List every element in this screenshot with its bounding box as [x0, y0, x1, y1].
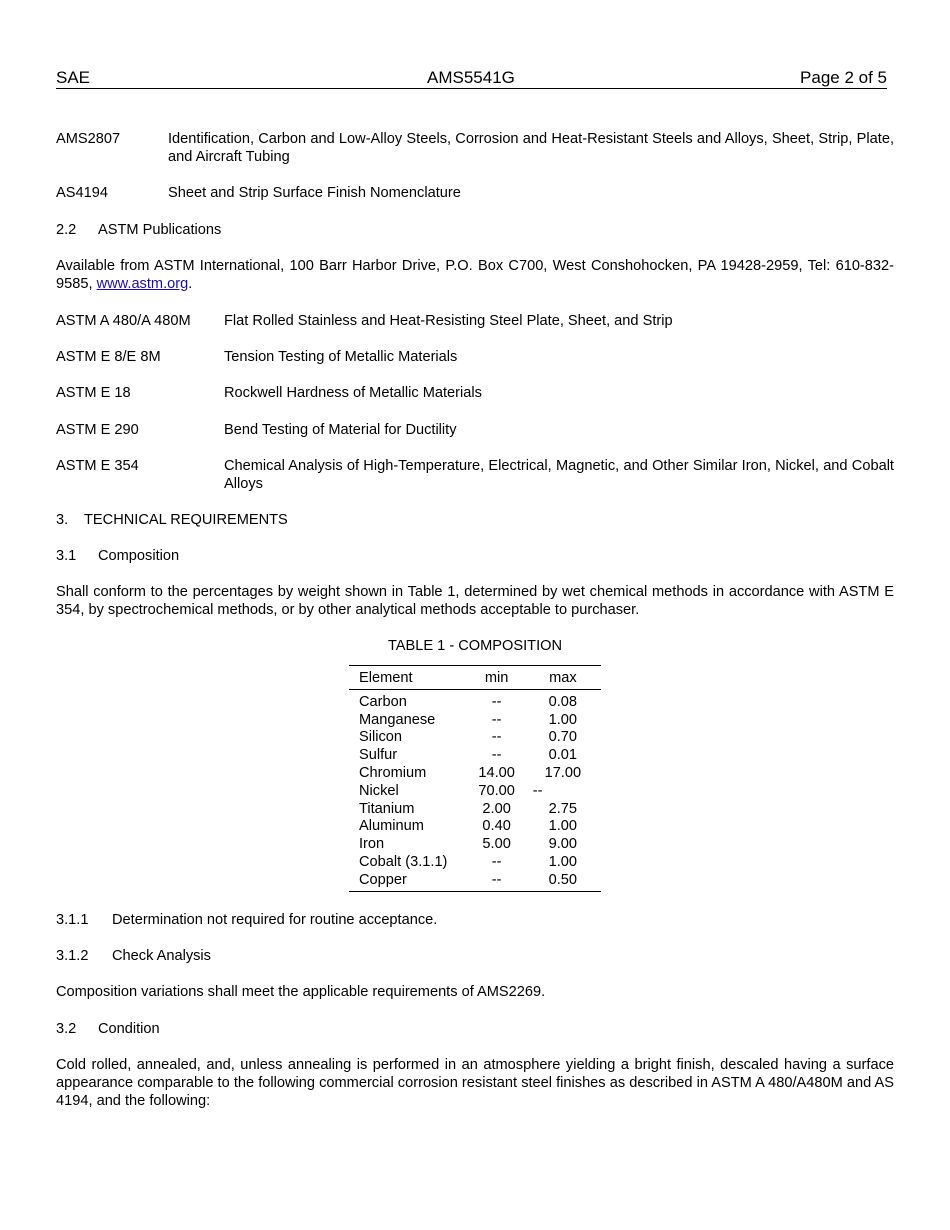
section-heading-3	[56, 511, 894, 529]
cell-max: 0.08	[548, 693, 578, 710]
cell-element: Manganese	[359, 711, 436, 728]
cell-min: --	[469, 872, 525, 891]
section-heading-3-1-1	[56, 911, 894, 929]
section-heading-2-2	[56, 221, 894, 239]
cell-min: --	[491, 729, 502, 746]
reference-code: AMS2807	[56, 131, 121, 147]
reference-description: Chemical Analysis of High-Temperature, Electrical, Magnetic, and Other Similar Iron, Nickel, and Cobalt Alloys	[224, 458, 894, 492]
page-header	[56, 68, 887, 89]
astm-website-link[interactable]: www.astm.org	[96, 276, 189, 292]
table-title: TABLE 1 - COMPOSITION	[387, 638, 563, 654]
cell-max: 2.75	[548, 800, 578, 817]
reference-astm-e8	[56, 348, 894, 366]
cell-element: Titanium	[359, 800, 415, 817]
table-row	[349, 836, 601, 854]
cell-max: 0.01	[548, 747, 578, 764]
table-row	[349, 854, 601, 872]
cell-min: 14.00	[478, 764, 515, 781]
reference-as4194	[56, 184, 894, 202]
section-title: Check Analysis	[112, 947, 211, 964]
cell-min: --	[491, 853, 502, 870]
section-title: Condition	[98, 1020, 160, 1037]
cell-element: Silicon	[359, 729, 402, 746]
cell-min: --	[491, 747, 502, 764]
reference-description: Bend Testing of Material for Ductility	[224, 422, 457, 438]
header-spec-number: AMS5541G	[427, 68, 515, 87]
table-row	[349, 801, 601, 819]
cell-max: 1.00	[548, 853, 578, 870]
cell-element: Cobalt (3.1.1)	[359, 853, 448, 870]
header-org: SAE	[56, 68, 91, 87]
section-number: 3.1.1	[56, 911, 89, 928]
reference-code: ASTM A 480/A 480M	[56, 313, 191, 329]
cell-element: Sulfur	[359, 747, 398, 764]
section-heading-3-1-2	[56, 947, 894, 965]
section-title: ASTM Publications	[98, 222, 222, 238]
reference-code: ASTM E 354	[56, 458, 139, 474]
table-header-row	[349, 666, 601, 690]
cell-min: --	[491, 693, 502, 710]
cell-min: 70.00	[478, 782, 515, 799]
section-number: 3.1.2	[56, 947, 89, 964]
header-page-number: Page 2 of 5	[800, 68, 887, 87]
cell-max: --	[532, 782, 543, 799]
cell-min: 5.00	[482, 836, 511, 853]
astm-availability-paragraph	[56, 257, 894, 293]
reference-description: Flat Rolled Stainless and Heat-Resisting Steel Plate, Sheet, and Strip	[224, 313, 673, 329]
reference-code: ASTM E 8/E 8M	[56, 349, 161, 365]
reference-description: Sheet and Strip Surface Finish Nomenclature	[168, 185, 461, 201]
section-number: 3.1	[56, 548, 77, 564]
section-number: 3.2	[56, 1020, 77, 1037]
section-heading-3-2	[56, 1020, 894, 1038]
table-row	[349, 689, 601, 711]
table-row	[349, 783, 601, 801]
reference-astm-e290	[56, 421, 894, 439]
cell-max: 1.00	[548, 711, 578, 728]
cell-element: Chromium	[359, 764, 427, 781]
section-number: 2.2	[56, 222, 77, 238]
section-heading-3-1	[56, 547, 894, 565]
composition-table	[349, 665, 601, 892]
section-number: 3.	[56, 512, 69, 528]
table-row	[349, 729, 601, 747]
column-header-max: max	[525, 666, 601, 690]
condition-paragraph: Cold rolled, annealed, and, unless annealing is performed in an atmosphere yielding a bright finish, descaled having a surface appearance comparable to the following commercial corrosion resistant steel finishes as described in ASTM A 480/A480M and AS 4194, and the following:	[56, 1056, 894, 1109]
cell-element: Aluminum	[359, 818, 424, 835]
cell-max: 17.00	[544, 764, 582, 781]
column-header-min: min	[469, 666, 525, 690]
reference-astm-e18	[56, 384, 894, 402]
column-header-element: Element	[349, 666, 469, 690]
composition-paragraph: Shall conform to the percentages by weight shown in Table 1, determined by wet chemical methods in accordance with ASTM E 354, by spectrochemical methods, or by other analytical methods acceptable to purchaser.	[56, 584, 894, 618]
table-row	[349, 712, 601, 730]
cell-min: 2.00	[482, 800, 511, 817]
cell-element: Iron	[359, 836, 385, 853]
availability-period: .	[188, 276, 193, 292]
document-page	[56, 68, 894, 1110]
check-analysis-paragraph: Composition variations shall meet the applicable requirements of AMS2269.	[56, 983, 546, 1000]
reference-astm-a480	[56, 312, 894, 330]
cell-element: Carbon	[359, 693, 407, 710]
table-row	[349, 872, 601, 891]
reference-code: ASTM E 18	[56, 385, 131, 401]
cell-element: Copper	[349, 872, 469, 891]
table-row	[349, 818, 601, 836]
reference-ams2807	[56, 130, 894, 166]
reference-description: Rockwell Hardness of Metallic Materials	[224, 385, 482, 401]
cell-min: 0.40	[482, 818, 511, 835]
table-row	[349, 765, 601, 783]
cell-max: 0.50	[525, 872, 601, 891]
cell-max: 0.70	[548, 729, 578, 746]
cell-max: 9.00	[548, 836, 578, 853]
reference-astm-e354	[56, 457, 894, 493]
availability-text: Available from ASTM International, 100 Barr Harbor Drive, P.O. Box C700, West Conshohocken, PA 19428-2959, Tel: 610-832-9585,	[56, 258, 894, 292]
reference-code: AS4194	[56, 185, 108, 201]
reference-code: ASTM E 290	[56, 422, 139, 438]
section-title: Composition	[98, 548, 180, 564]
cell-element: Nickel	[359, 782, 399, 799]
section-title: TECHNICAL REQUIREMENTS	[84, 512, 288, 528]
table-row	[349, 747, 601, 765]
cell-max: 1.00	[548, 818, 578, 835]
reference-description: Tension Testing of Metallic Materials	[224, 349, 458, 365]
cell-min: --	[491, 711, 502, 728]
reference-description: Identification, Carbon and Low-Alloy Steels, Corrosion and Heat-Resistant Steels and Alloys, Sheet, Strip, Plate, and Aircraft Tubing	[168, 131, 894, 165]
section-title: Determination not required for routine acceptance.	[112, 911, 438, 928]
